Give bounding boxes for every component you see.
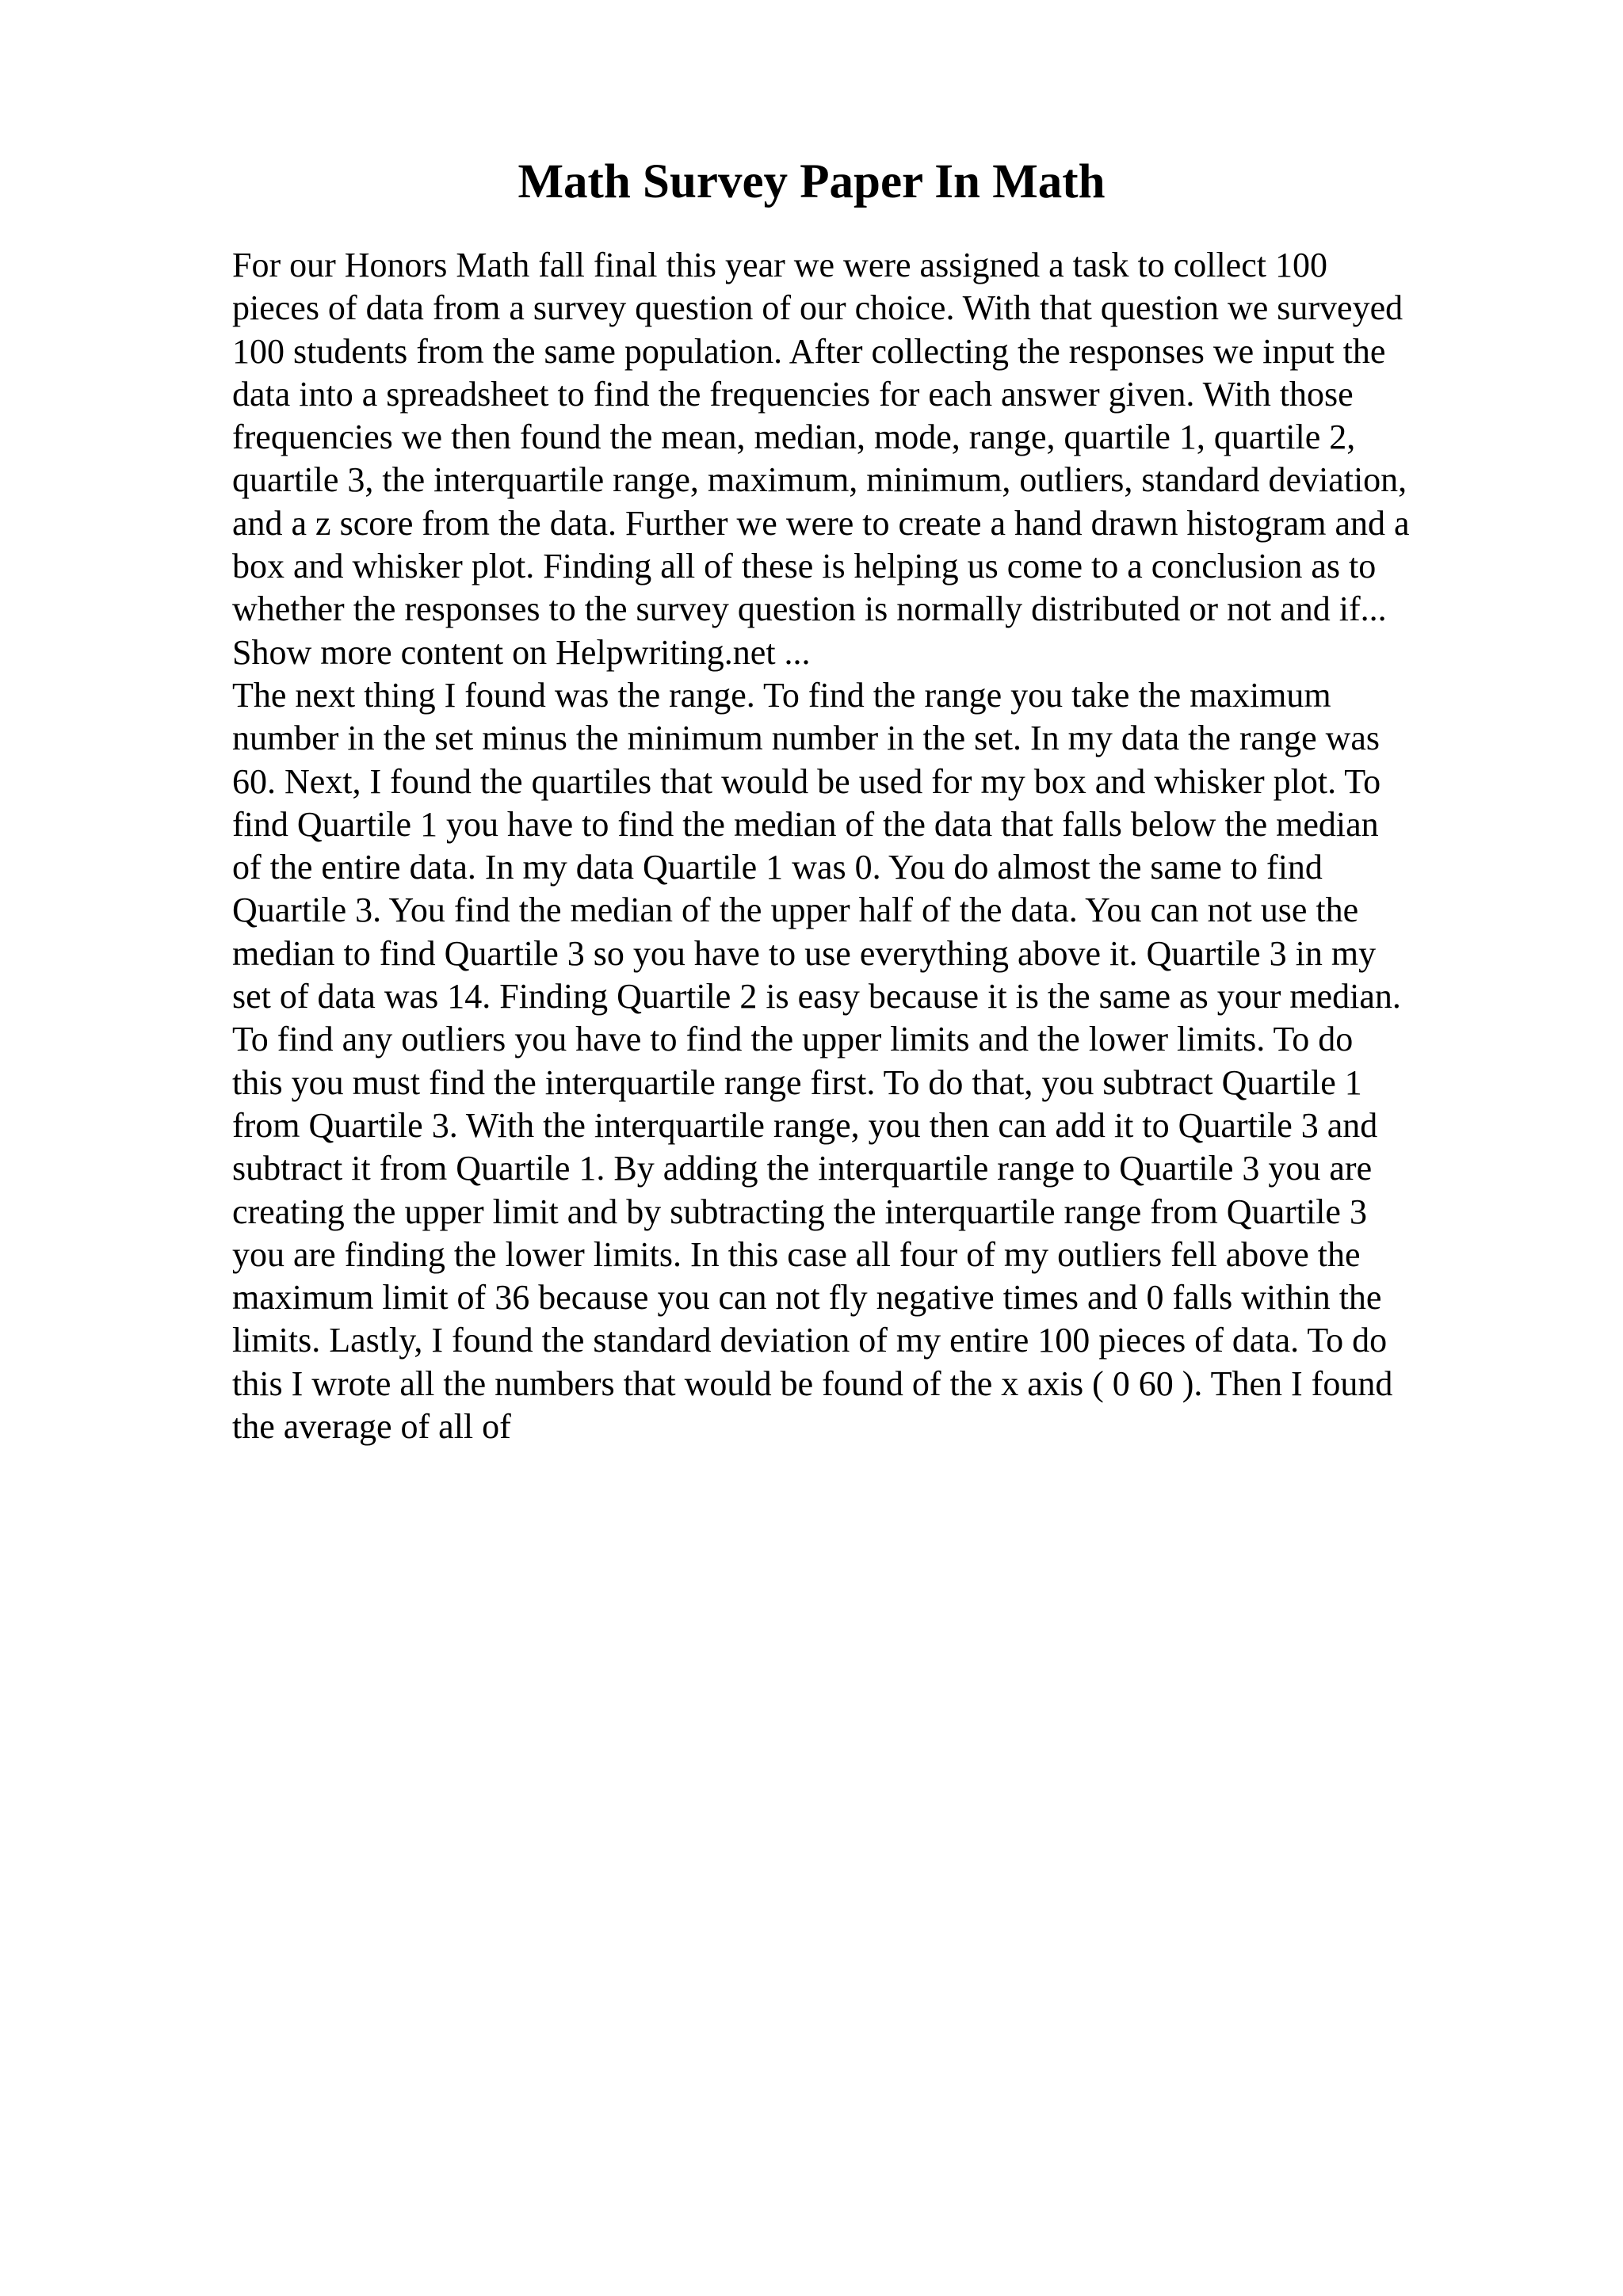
text-line: quartile 3, the interquartile range, maximum, minimum, outliers, standard deviation, <box>232 460 1407 500</box>
text-line: this I wrote all the numbers that would be found of the x axis ( 0 60 ). Then I found <box>232 1363 1393 1403</box>
text-line: number in the set minus the minimum number in the set. In my data the range was <box>232 719 1381 758</box>
page-title: Math Survey Paper In Math <box>517 155 1106 208</box>
text-line: maximum limit of 36 because you can not fly negative times and 0 falls within the <box>232 1278 1382 1318</box>
text-line: you are finding the lower limits. In this case all four of my outliers fell above the <box>232 1234 1361 1274</box>
text-line: the average of all of <box>232 1407 511 1447</box>
text-line: box and whisker plot. Finding all of these is helping us come to a conclusion as to <box>232 547 1377 586</box>
text-line: 60. Next, I found the quartiles that would be used for my box and whisker plot. To <box>232 761 1381 801</box>
text-line: data into a spreadsheet to find the frequencies for each answer given. With those <box>232 374 1354 414</box>
text-line: limits. Lastly, I found the standard deviation of my entire 100 pieces of data. To do <box>232 1321 1388 1360</box>
text-line: from Quartile 3. With the interquartile range, you then can add it to Quartile 3 and <box>232 1105 1378 1145</box>
text-line: The next thing I found was the range. To find the range you take the maximum <box>232 675 1331 715</box>
text-line: this you must find the interquartile range first. To do that, you subtract Quartile 1 <box>232 1062 1362 1102</box>
text-line: 100 students from the same population. After collecting the responses we input the <box>232 331 1386 371</box>
text-line: of the entire data. In my data Quartile 1 was 0. You do almost the same to find <box>232 848 1323 887</box>
text-line: For our Honors Math fall final this year we were assigned a task to collect 100 <box>232 246 1327 284</box>
text-line: pieces of data from a survey question of our choice. With that question we surveyed <box>232 288 1403 328</box>
text-line: median to find Quartile 3 so you have to use everything above it. Quartile 3 in my <box>232 933 1377 973</box>
text-line: To find any outliers you have to find the upper limits and the lower limits. To do <box>232 1020 1354 1059</box>
text-line: find Quartile 1 you have to find the median of the data that falls below the median <box>232 804 1379 844</box>
text-line: creating the upper limit and by subtracting the interquartile range from Quartile 3 <box>232 1192 1367 1231</box>
text-line: subtract it from Quartile 1. By adding the interquartile range to Quartile 3 you are <box>232 1149 1373 1188</box>
text-line: frequencies we then found the mean, median, mode, range, quartile 1, quartile 2, <box>232 418 1356 457</box>
text-line: whether the responses to the survey question is normally distributed or not and if... <box>232 589 1387 629</box>
text-line: Quartile 3. You find the median of the upper half of the data. You can not use the <box>232 891 1359 930</box>
show-more-link[interactable]: Show more content on Helpwriting.net ... <box>232 632 811 672</box>
text-line: set of data was 14. Finding Quartile 2 is easy because it is the same as your median. <box>232 977 1401 1016</box>
text-line: and a z score from the data. Further we were to create a hand drawn histogram and a <box>232 503 1410 543</box>
body-text <box>232 244 1500 1448</box>
